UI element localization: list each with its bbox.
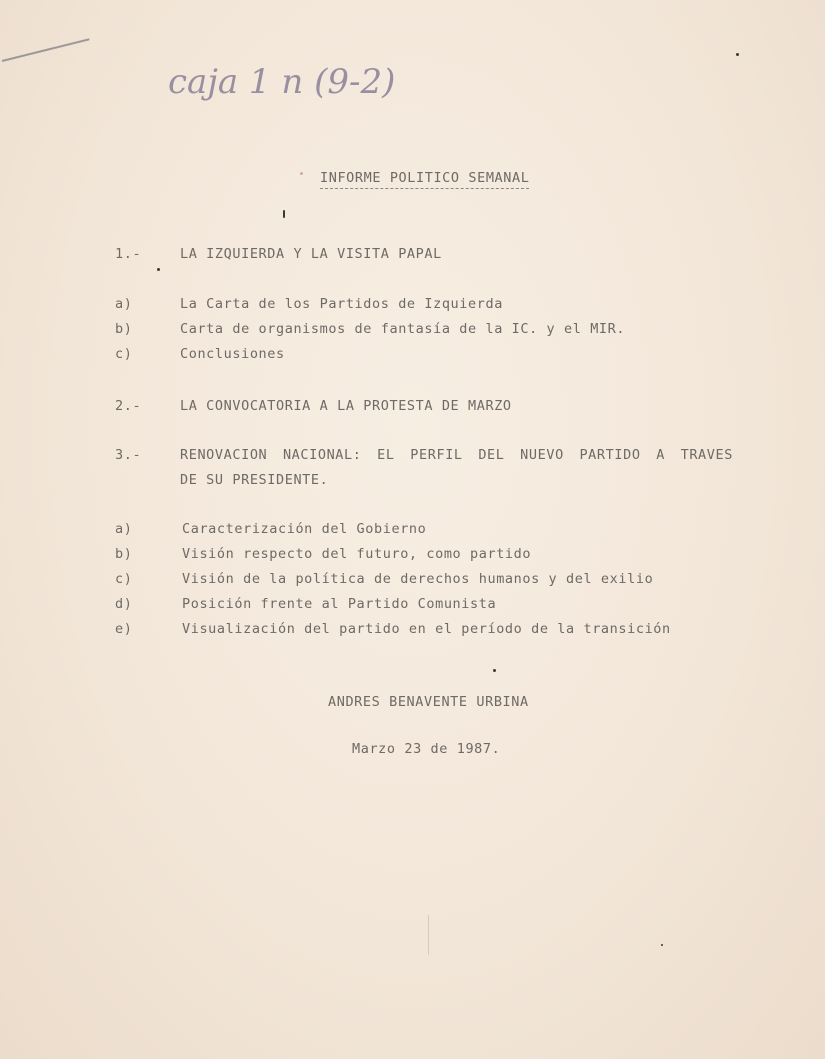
section-2-number: 2.- <box>115 398 142 414</box>
document-date: Marzo 23 de 1987. <box>352 741 501 757</box>
section-3-item-e-text: Visualización del partido en el período de la transición <box>182 621 671 637</box>
section-1-number: 1.- <box>115 246 142 262</box>
section-3-item-b-letter: b) <box>115 546 133 562</box>
heading-word: NUEVO <box>520 447 564 463</box>
heading-word: TRAVES <box>680 447 733 463</box>
heading-word: RENOVACION <box>180 447 268 463</box>
section-1-heading: LA IZQUIERDA Y LA VISITA PAPAL <box>180 246 442 262</box>
section-3-number: 3.- <box>115 447 142 463</box>
section-1-item-a-text: La Carta de los Partidos de Izquierda <box>180 296 503 312</box>
section-1-item-c-letter: c) <box>115 346 133 362</box>
section-3-item-e-letter: e) <box>115 621 133 637</box>
section-3-item-a-text: Caracterización del Gobierno <box>182 521 427 537</box>
heading-word: NACIONAL: <box>282 447 362 463</box>
heading-word: PERFIL <box>410 447 463 463</box>
section-1-item-a-letter: a) <box>115 296 133 312</box>
section-3-item-a-letter: a) <box>115 521 133 537</box>
author-name: ANDRES BENAVENTE URBINA <box>328 694 529 710</box>
section-3-heading-line-1 <box>180 447 733 463</box>
section-3-item-b-text: Visión respecto del futuro, como partido <box>182 546 532 562</box>
scan-line <box>428 915 429 955</box>
heading-word: PARTIDO <box>579 447 641 463</box>
heading-word: A <box>656 447 665 463</box>
scan-speck <box>736 53 739 56</box>
section-3-heading-line-2: DE SU PRESIDENTE. <box>180 472 329 488</box>
section-3-item-d-text: Posición frente al Partido Comunista <box>182 596 497 612</box>
handwritten-box-note: caja 1 n (9-2) <box>168 62 396 102</box>
section-1-item-b-text: Carta de organismos de fantasía de la IC. y el MIR. <box>180 321 626 337</box>
document-title: INFORME POLITICO SEMANAL <box>320 170 529 189</box>
heading-word: DEL <box>478 447 505 463</box>
section-3-item-c-letter: c) <box>115 571 133 587</box>
scan-speck <box>300 172 303 175</box>
section-3-item-d-letter: d) <box>115 596 133 612</box>
section-1-item-c-text: Conclusiones <box>180 346 285 362</box>
scan-speck <box>493 669 496 672</box>
margin-pen-stroke <box>2 38 90 62</box>
heading-word: EL <box>377 447 395 463</box>
section-1-item-b-letter: b) <box>115 321 133 337</box>
scan-speck <box>661 944 663 946</box>
section-2-heading: LA CONVOCATORIA A LA PROTESTA DE MARZO <box>180 398 512 414</box>
scan-speck <box>157 268 160 271</box>
scan-speck <box>283 210 285 218</box>
section-3-item-c-text: Visión de la política de derechos humanos y del exilio <box>182 571 654 587</box>
